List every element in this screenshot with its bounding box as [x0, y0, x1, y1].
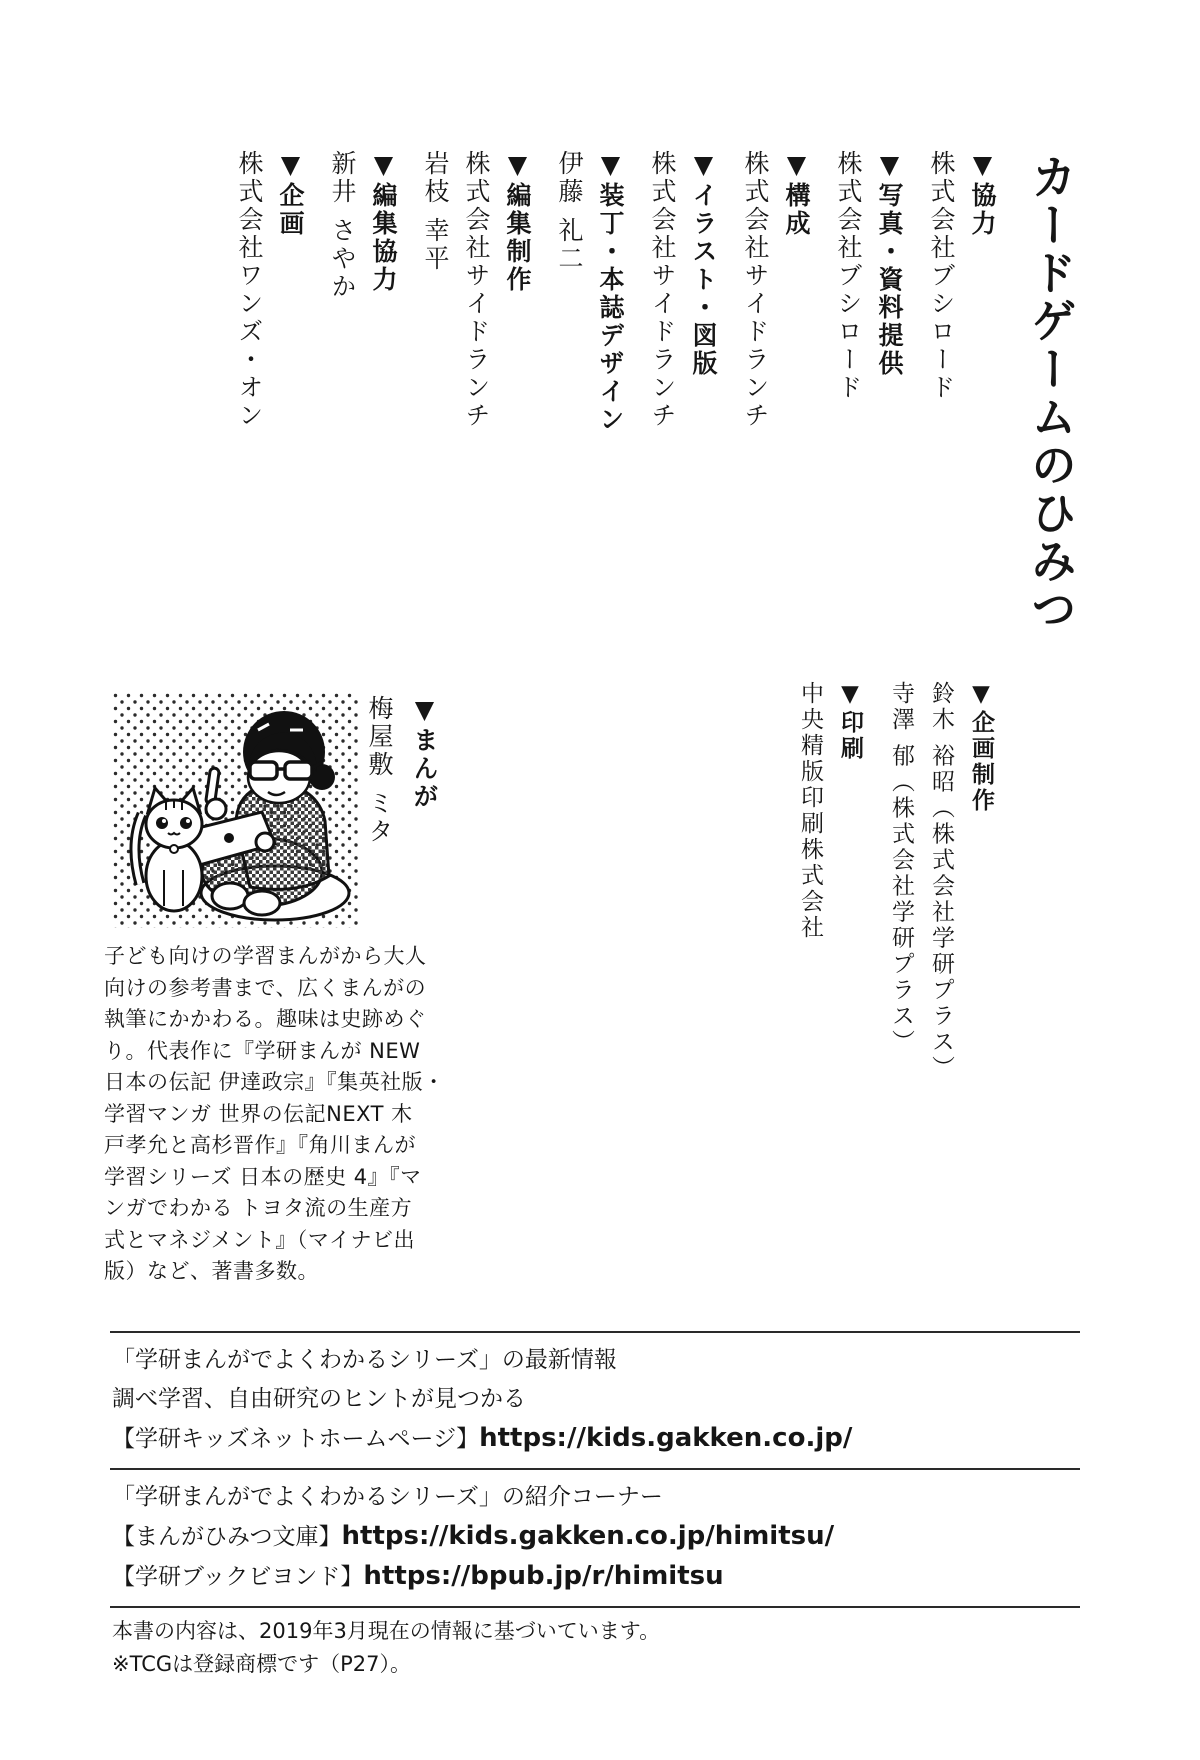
bio-line: 学習マンガ 世界の伝記NEXT 木	[104, 1101, 413, 1126]
credit-heading: ▼企画制作	[968, 681, 994, 814]
footer-section-note	[110, 1606, 1080, 1690]
credit-item: 岩枝 幸平	[421, 150, 450, 273]
footer-url: https://kids.gakken.co.jp/	[479, 1423, 853, 1453]
credit-item: 株式会社ブシロード	[834, 150, 863, 402]
author-bio	[104, 941, 445, 1288]
credit-item: 株式会社サイドランチ	[648, 150, 677, 430]
footer-info	[110, 1331, 1080, 1690]
footer-row	[112, 1380, 1080, 1419]
footer-row	[112, 1341, 1080, 1380]
bio-line: 戸孝允と高杉晋作』『角川まんが	[104, 1133, 416, 1157]
credit-heading: ▼印刷	[837, 681, 863, 762]
bio-line: り。代表作に『学研まんが NEW	[104, 1038, 421, 1063]
credit-heading: ▼構成	[782, 150, 811, 238]
footer-label: 【まんがひみつ文庫】	[112, 1524, 342, 1550]
credit-group-illustration-figures	[642, 150, 724, 600]
credit-heading: ▼装丁・本誌デザイン	[596, 150, 625, 434]
credit-group-planning	[229, 150, 311, 600]
footer-row	[112, 1517, 1080, 1557]
credit-item: 中央精版印刷株式会社	[797, 681, 823, 941]
bio-line: 向けの参考書まで、広くまんがの	[104, 975, 427, 1000]
footer-row	[112, 1478, 1080, 1517]
bio-line: 式とマネジメント』（マイナビ出	[104, 1227, 415, 1252]
bio-line: 子ども向けの学習まんがから大人	[104, 944, 427, 968]
footer-url: https://bpub.jp/r/himitsu	[363, 1561, 724, 1591]
credit-group-composition	[735, 150, 817, 600]
credit-group-planning-production	[881, 681, 1001, 1141]
footer-note	[112, 1648, 1080, 1681]
credit-group-editorial-support	[322, 150, 404, 600]
footer-text: 調べ学習、自由研究のヒントが見つかる	[112, 1386, 526, 1412]
bio-line: 版）など、著書多数。	[104, 1259, 319, 1283]
mangaka-drawing-on-tablet-with-cat-icon	[112, 692, 358, 928]
credit-group-photo-materials	[828, 150, 910, 600]
credit-item: 伊藤 礼二	[555, 150, 584, 273]
footer-label: 【学研ブックビヨンド】	[112, 1564, 364, 1590]
credit-item: 株式会社サイドランチ	[741, 150, 770, 430]
footer-url: https://kids.gakken.co.jp/himitsu/	[341, 1521, 835, 1551]
bio-line: 執筆にかかわる。趣味は史跡めぐ	[104, 1007, 427, 1031]
bio-line: ンガでわかる トヨタ流の生産方	[104, 1196, 413, 1220]
credit-item: 寺澤 郁（株式会社学研プラス）	[888, 681, 914, 1056]
credit-heading: ▼イラスト・図版	[689, 150, 718, 378]
credits-middle-block	[779, 681, 1001, 1141]
credit-heading: ▼企画	[276, 150, 305, 238]
credit-item: 鈴木 裕昭（株式会社学研プラス）	[928, 681, 954, 1082]
credit-heading: ▼編集制作	[503, 150, 532, 294]
footer-row	[112, 1419, 1080, 1459]
footer-text: 「学研まんがでよくわかるシリーズ」の最新情報	[112, 1347, 617, 1373]
credit-item: 株式会社サイドランチ	[462, 150, 491, 430]
credit-heading: ▼まんが	[410, 695, 439, 811]
credit-heading: ▼写真・資料提供	[875, 150, 904, 378]
footer-text: ※TCGは登録商標です（P27）。	[112, 1652, 412, 1676]
bio-line: 日本の伝記 伊達政宗』『集英社版・	[104, 1070, 445, 1094]
footer-text: 本書の内容は、2019年3月現在の情報に基づいています。	[112, 1619, 661, 1643]
footer-row	[112, 1557, 1080, 1597]
footer-section-series-corner	[110, 1468, 1080, 1606]
credit-heading: ▼編集協力	[369, 150, 398, 294]
credit-item: 新井 さやか	[328, 150, 357, 301]
credit-item: 株式会社ブシロード	[927, 150, 956, 402]
credit-group-editorial-production	[415, 150, 538, 600]
book-title: カードゲームのひみつ	[1024, 153, 1078, 633]
credit-group-cooperation	[921, 150, 1003, 600]
credit-heading: ▼協力	[968, 150, 997, 238]
footer-note	[112, 1615, 1080, 1648]
credit-group-printing	[790, 681, 870, 1141]
manga-author-name: 梅屋敷 ミタ	[365, 695, 394, 846]
credit-item: 株式会社ワンズ・オン	[235, 150, 264, 430]
mangaka-cat-illustration	[112, 692, 358, 928]
credits-top-block	[218, 150, 1003, 600]
manga-author-credit	[357, 695, 447, 955]
footer-text: 「学研まんがでよくわかるシリーズ」の紹介コーナー	[112, 1484, 663, 1510]
footer-section-latest-info	[110, 1331, 1080, 1468]
bio-line: 学習シリーズ 日本の歴史 4』『マ	[104, 1164, 422, 1189]
footer-label: 【学研キッズネットホームページ】	[112, 1426, 480, 1452]
credit-group-design	[549, 150, 631, 600]
